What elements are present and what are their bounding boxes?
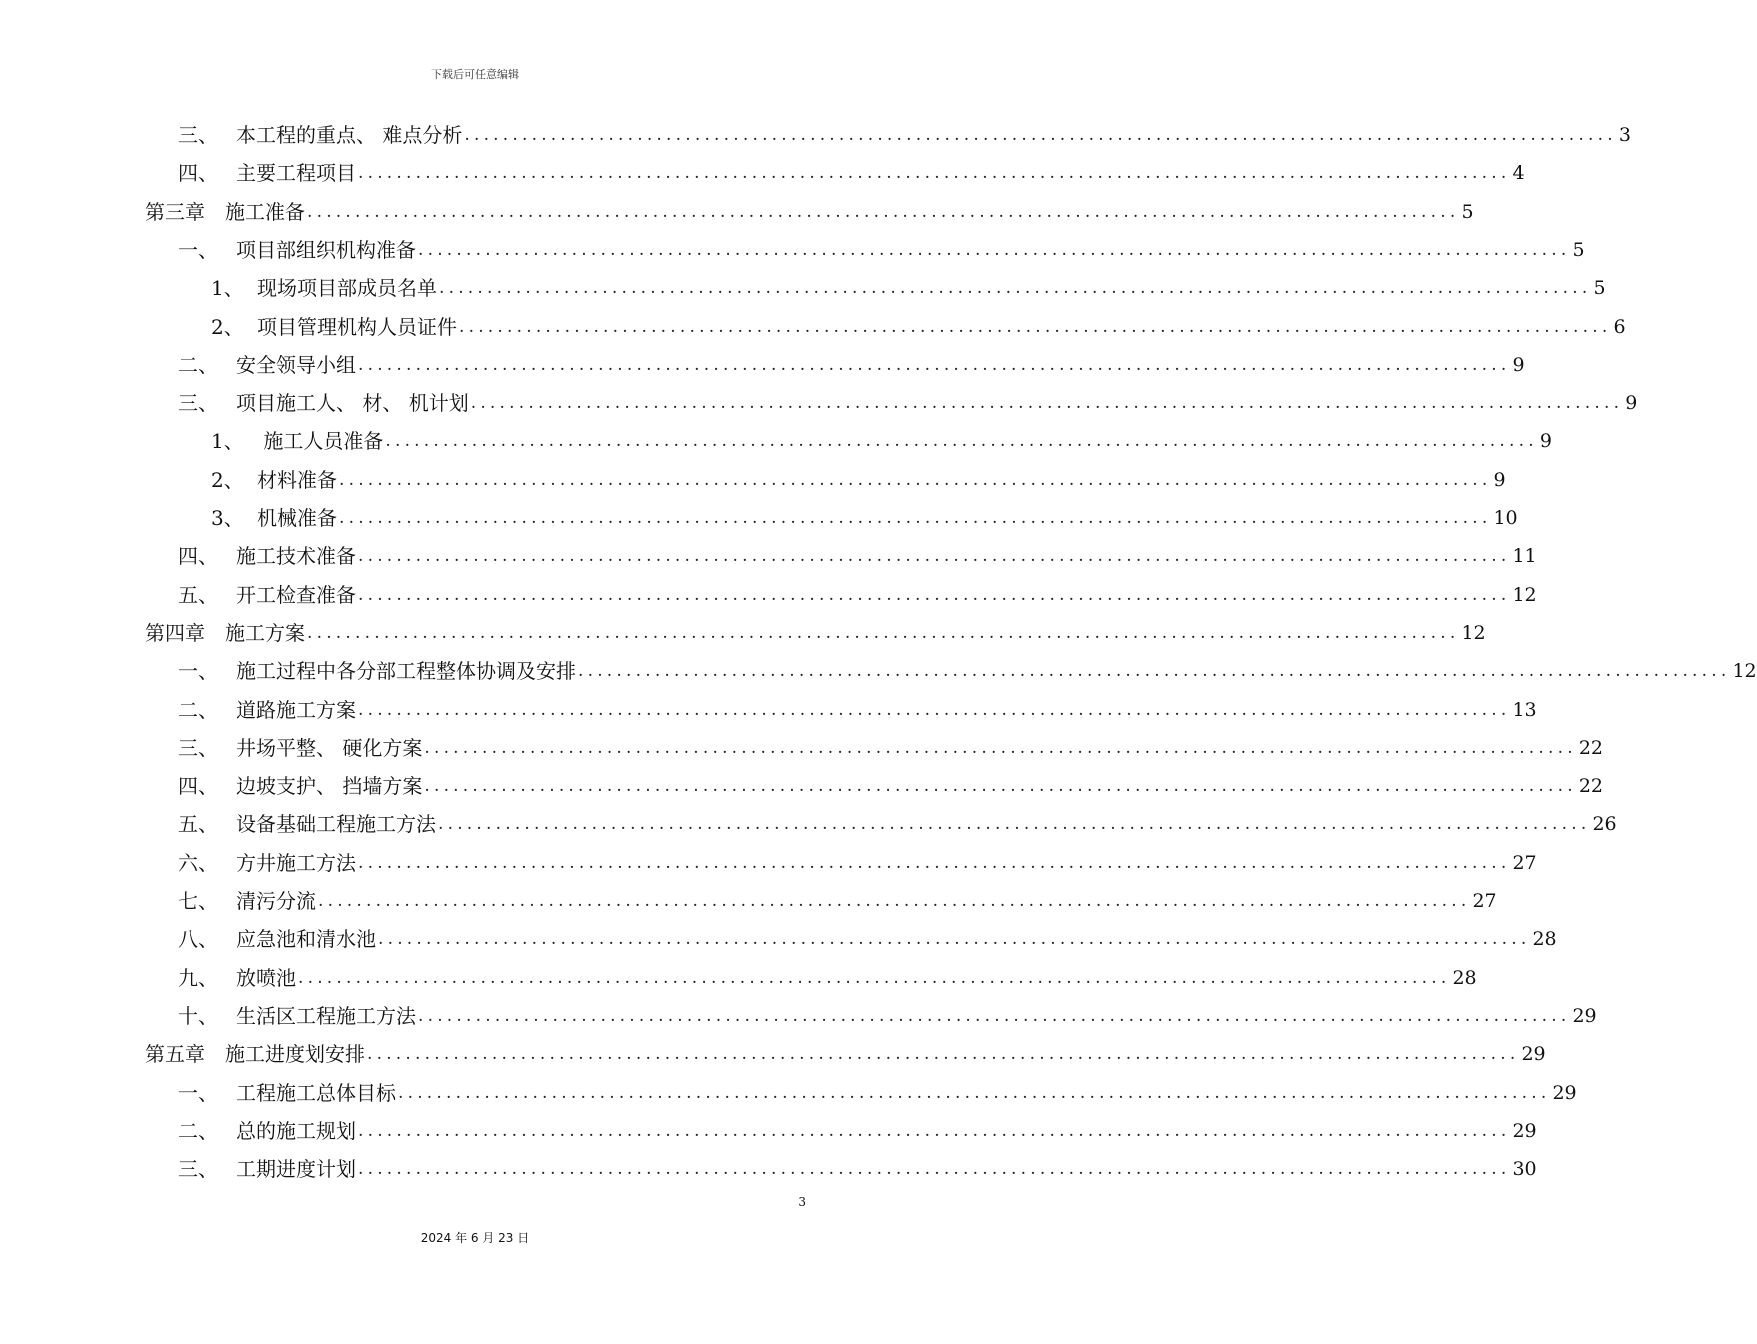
toc-entry-title: 井场平整、 硬化方案 xyxy=(236,735,423,760)
toc-dot-leader: ........................................................................................................................ xyxy=(339,508,1492,528)
toc-entry-page: 22 xyxy=(1578,736,1604,759)
toc-entry-title: 主要工程项目 xyxy=(236,161,356,186)
toc-entry[interactable] xyxy=(178,727,1604,761)
toc-entry-title: 安全领导小组 xyxy=(236,352,356,377)
toc-entry-title: 施工准备 xyxy=(225,199,305,224)
toc-dot-leader: ........................................................................................................................ xyxy=(307,622,1460,643)
toc-entry-number: 一、 xyxy=(178,659,218,684)
toc-entry-page: 3 xyxy=(1618,124,1631,146)
toc-entry-number: 五、 xyxy=(178,812,218,837)
toc-entry-title: 项目施工人、 材、 机计划 xyxy=(236,391,469,416)
toc-entry[interactable] xyxy=(178,880,1497,914)
toc-dot-leader: ........................................................................................................................ xyxy=(418,239,1571,260)
toc-entry-page: 22 xyxy=(1578,775,1604,798)
toc-entry-title: 机械准备 xyxy=(257,506,337,530)
toc-entry-page: 12 xyxy=(1461,621,1486,644)
toc-entry-number: 四、 xyxy=(178,161,218,186)
toc-entry-number: 四、 xyxy=(178,544,218,569)
toc-entry-title: 总的施工规划 xyxy=(236,1118,356,1143)
toc-entry-page: 11 xyxy=(1512,545,1537,568)
toc-dot-leader: ........................................................................................................................ xyxy=(438,814,1591,835)
toc-dot-leader: ........................................................................................................................ xyxy=(318,891,1471,911)
toc-entry-number: 四、 xyxy=(178,774,218,799)
toc-entry-number: 二、 xyxy=(178,1118,218,1143)
toc-entry-number: 五、 xyxy=(178,582,218,607)
toc-entry-page: 29 xyxy=(1552,1081,1577,1104)
toc-dot-leader: ........................................................................................................................ xyxy=(439,278,1592,299)
toc-entry[interactable] xyxy=(178,152,1525,186)
toc-entry-title: 施工技术准备 xyxy=(236,544,356,569)
toc-entry-title: 本工程的重点、 难点分析 xyxy=(236,123,463,147)
toc-entry-number: 第三章 xyxy=(145,199,205,224)
toc-dot-leader: ........................................................................................................................ xyxy=(385,431,1538,452)
toc-entry-page: 5 xyxy=(1572,238,1585,261)
toc-entry-page: 5 xyxy=(1593,277,1606,300)
toc-entry-title: 清污分流 xyxy=(236,889,316,913)
toc-entry-title: 项目管理机构人员证件 xyxy=(257,314,457,339)
toc-entry-page: 29 xyxy=(1572,1004,1597,1027)
toc-dot-leader: ........................................................................................................................ xyxy=(358,852,1511,873)
toc-entry-number: 八、 xyxy=(178,927,218,952)
toc-entry-page: 29 xyxy=(1521,1043,1546,1066)
toc-dot-leader: ........................................................................................................................ xyxy=(307,201,1460,222)
toc-entry-number: 六、 xyxy=(178,850,218,875)
toc-dot-leader: ........................................................................................................................ xyxy=(424,737,1577,758)
toc-dot-leader: ........................................................................................................................ xyxy=(470,393,1624,414)
toc-entry-number: 二、 xyxy=(178,352,218,377)
page-footer-date: 2024 年 6 月 23 日 xyxy=(420,1231,530,1245)
toc-entry-number: 2、 xyxy=(211,467,244,492)
toc-entry-page: 12 xyxy=(1512,583,1537,606)
toc-entry-number: 第四章 xyxy=(145,620,205,645)
toc-entry-title: 工程施工总体目标 xyxy=(236,1080,396,1105)
toc-entry-number: 九、 xyxy=(178,965,218,990)
toc-dot-leader: ........................................................................................................................ xyxy=(358,584,1511,605)
toc-entry-title: 项目部组织机构准备 xyxy=(236,237,416,262)
toc-entry-page: 27 xyxy=(1512,851,1537,874)
toc-dot-leader: ........................................................................................................................ xyxy=(418,1005,1571,1026)
toc-dot-leader: ........................................................................................................................ xyxy=(464,125,1617,145)
toc-entry[interactable] xyxy=(178,1110,1537,1144)
toc-dot-leader: ........................................................................................................................ xyxy=(367,1044,1520,1065)
toc-dot-leader: ........................................................................................................................ xyxy=(358,163,1511,184)
toc-entry-title: 工期进度计划 xyxy=(236,1157,356,1182)
toc-dot-leader: ........................................................................................................................ xyxy=(358,699,1511,720)
toc-entry[interactable] xyxy=(178,842,1537,876)
toc-entry-number: 二、 xyxy=(178,697,218,722)
toc-entry-number: 第五章 xyxy=(145,1042,205,1067)
toc-dot-leader: ........................................................................................................................ xyxy=(424,776,1577,797)
toc-dot-leader: ........................................................................................................................ xyxy=(358,546,1511,567)
toc-entry-page: 9 xyxy=(1539,430,1552,453)
toc-entry[interactable] xyxy=(178,382,1638,416)
toc-entry-page: 5 xyxy=(1461,200,1474,223)
page-header: 下载后可任意编辑 xyxy=(431,68,519,81)
toc-entry-page: 9 xyxy=(1512,353,1525,376)
toc-entry[interactable] xyxy=(211,497,1518,531)
toc-entry[interactable] xyxy=(178,229,1585,263)
toc-entry-number: 一、 xyxy=(178,1080,218,1105)
toc-entry-title: 开工检查准备 xyxy=(236,582,356,607)
toc-dot-leader: ........................................................................................................................ xyxy=(358,1120,1511,1141)
toc-entry[interactable] xyxy=(178,957,1477,991)
toc-entry-page: 10 xyxy=(1493,507,1518,529)
toc-entry-page: 12 xyxy=(1732,660,1757,683)
page-number: 3 xyxy=(798,1195,806,1209)
toc-entry-title: 材料准备 xyxy=(257,467,337,492)
toc-entry-page: 29 xyxy=(1512,1119,1537,1142)
toc-dot-leader: ........................................................................................................................ xyxy=(398,1082,1551,1103)
toc-entry-page: 27 xyxy=(1472,890,1497,912)
toc-entry[interactable] xyxy=(211,306,1626,340)
toc-entry[interactable] xyxy=(178,1148,1537,1182)
toc-dot-leader: ........................................................................................................................ xyxy=(378,929,1531,950)
toc-entry-page: 28 xyxy=(1532,928,1557,951)
toc-entry-title: 边坡支护、 挡墙方案 xyxy=(236,774,423,799)
toc-entry-number: 2、 xyxy=(211,314,244,339)
toc-entry[interactable] xyxy=(211,267,1606,301)
toc-entry-title: 施工过程中各分部工程整体协调及安排 xyxy=(236,659,576,684)
toc-entry-page: 28 xyxy=(1452,966,1477,989)
toc-entry-number: 1、 xyxy=(211,276,244,301)
toc-entry-number: 三、 xyxy=(178,735,218,760)
toc-entry-page: 6 xyxy=(1613,315,1626,338)
toc-entry-title: 施工进度划安排 xyxy=(225,1042,365,1067)
toc-entry-number: 三、 xyxy=(178,123,218,147)
toc-entry-page: 30 xyxy=(1512,1158,1537,1181)
toc-entry[interactable] xyxy=(178,918,1557,952)
toc-entry[interactable] xyxy=(178,535,1537,569)
toc-entry-title: 施工人员准备 xyxy=(257,429,384,454)
toc-entry[interactable] xyxy=(178,574,1537,608)
toc-entry-number: 一、 xyxy=(178,237,218,262)
toc-entry-title: 方井施工方法 xyxy=(236,850,356,875)
toc-entry[interactable] xyxy=(145,1033,1546,1067)
toc-entry-title: 生活区工程施工方法 xyxy=(236,1003,416,1028)
toc-entry-number: 十、 xyxy=(178,1003,218,1028)
toc-entry-number: 三、 xyxy=(178,391,218,416)
toc-entry[interactable] xyxy=(211,420,1552,454)
toc-entry[interactable] xyxy=(145,191,1474,225)
toc-dot-leader: ........................................................................................................................ xyxy=(358,354,1511,375)
toc-entry[interactable] xyxy=(178,803,1617,837)
toc-entry[interactable] xyxy=(211,459,1506,493)
toc-entry-page: 26 xyxy=(1592,813,1617,836)
toc-entry-number: 1、 xyxy=(211,429,244,454)
toc-entry-page: 9 xyxy=(1625,392,1638,415)
toc-entry-number: 七、 xyxy=(178,889,218,913)
toc-entry-title: 应急池和清水池 xyxy=(236,927,376,952)
toc-entry-page: 9 xyxy=(1493,468,1506,491)
toc-dot-leader: ........................................................................................................................ xyxy=(578,661,1731,682)
toc-entry[interactable] xyxy=(178,1072,1577,1106)
toc-entry-title: 现场项目部成员名单 xyxy=(257,276,437,301)
toc-dot-leader: ........................................................................................................................ xyxy=(298,967,1451,988)
toc-entry[interactable] xyxy=(178,650,1757,684)
toc-entry[interactable] xyxy=(178,765,1604,799)
toc-entry[interactable] xyxy=(178,114,1631,148)
toc-dot-leader: ........................................................................................................................ xyxy=(459,316,1612,337)
toc-entry[interactable] xyxy=(178,344,1525,378)
toc-dot-leader: ........................................................................................................................ xyxy=(339,469,1492,490)
toc-dot-leader: ........................................................................................................................ xyxy=(358,1159,1511,1180)
toc-entry[interactable] xyxy=(178,995,1597,1029)
toc-entry-number: 3、 xyxy=(211,506,244,530)
toc-entry-title: 施工方案 xyxy=(225,620,305,645)
toc-entry[interactable] xyxy=(145,612,1486,646)
toc-entry-title: 放喷池 xyxy=(236,965,296,990)
toc-entry[interactable] xyxy=(178,689,1537,723)
toc-entry-title: 设备基础工程施工方法 xyxy=(236,812,436,837)
toc-entry-number: 三、 xyxy=(178,1157,218,1182)
toc-entry-page: 13 xyxy=(1512,698,1537,721)
toc-entry-title: 道路施工方案 xyxy=(236,697,356,722)
toc-entry-page: 4 xyxy=(1512,162,1525,185)
